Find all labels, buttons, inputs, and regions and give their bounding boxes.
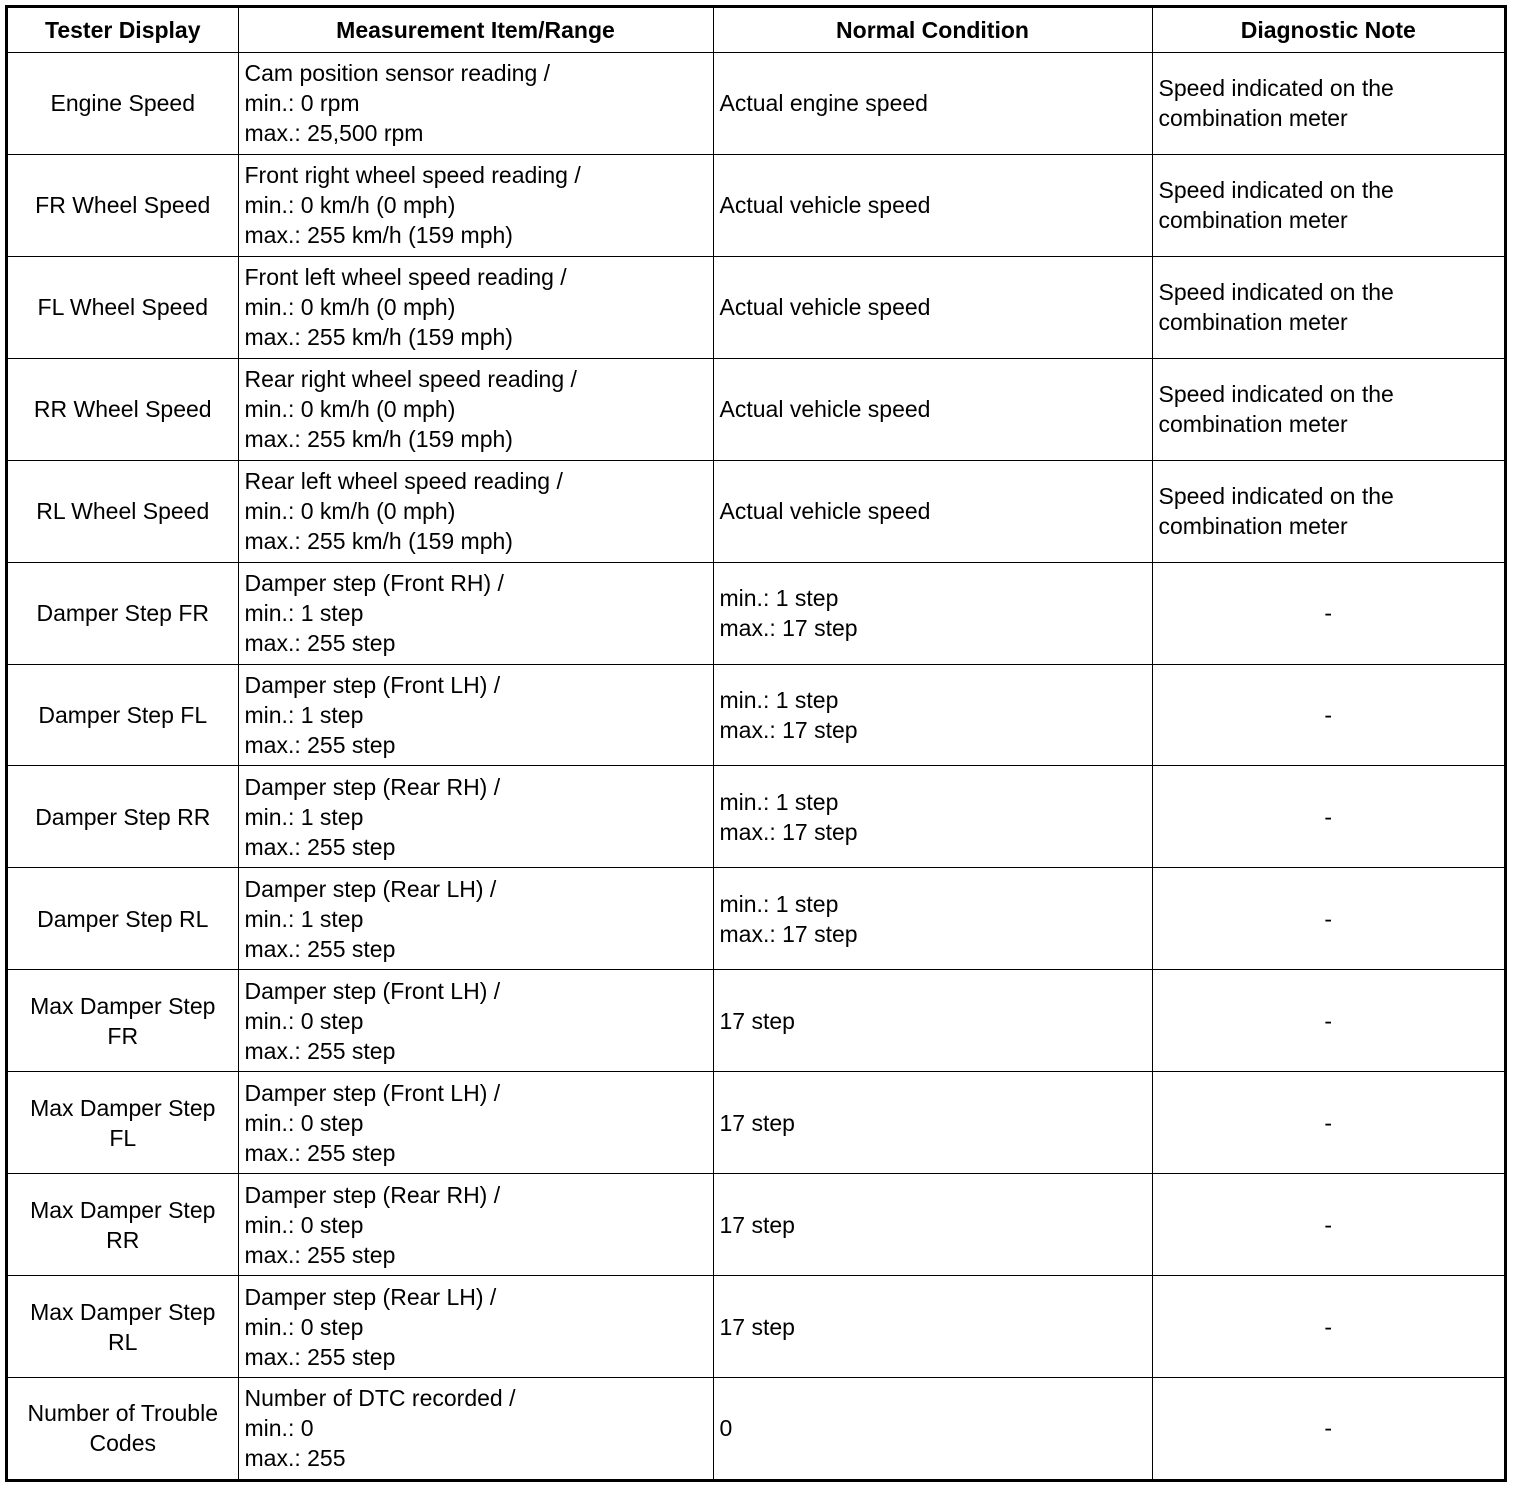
table-row — [8, 970, 1504, 1072]
measurement-range-cell: Damper step (Front RH) / min.: 1 step max.: 255 step — [238, 562, 713, 664]
normal-condition-cell: 17 step — [713, 1276, 1152, 1378]
diagnostic-note-cell: - — [1152, 766, 1504, 868]
measurement-range-cell: Number of DTC recorded / min.: 0 max.: 255 — [238, 1377, 713, 1479]
header-diagnostic-note: Diagnostic Note — [1152, 8, 1504, 53]
table-row — [8, 154, 1504, 256]
normal-condition-cell: Actual engine speed — [713, 53, 1152, 155]
table-row — [8, 1276, 1504, 1378]
tester-display-cell: Damper Step FR — [8, 562, 238, 664]
normal-condition-cell: Actual vehicle speed — [713, 358, 1152, 460]
diagnostic-note-cell: - — [1152, 970, 1504, 1072]
measurement-range-cell: Damper step (Rear LH) / min.: 0 step max.: 255 step — [238, 1276, 713, 1378]
diagnostic-note-cell: Speed indicated on the combination meter — [1152, 358, 1504, 460]
diagnostic-note-cell: - — [1152, 1276, 1504, 1378]
table-row — [8, 562, 1504, 664]
measurement-range-cell: Damper step (Rear RH) / min.: 1 step max.: 255 step — [238, 766, 713, 868]
header-measurement-item-range: Measurement Item/Range — [238, 8, 713, 53]
tester-display-cell: Damper Step RR — [8, 766, 238, 868]
diagnostic-note-cell: - — [1152, 664, 1504, 766]
table-row — [8, 766, 1504, 868]
table-body — [8, 53, 1504, 1480]
normal-condition-cell: 17 step — [713, 1174, 1152, 1276]
table-row — [8, 460, 1504, 562]
table-row — [8, 1377, 1504, 1479]
tester-display-cell: FR Wheel Speed — [8, 154, 238, 256]
tester-display-cell: FL Wheel Speed — [8, 256, 238, 358]
normal-condition-cell: Actual vehicle speed — [713, 256, 1152, 358]
normal-condition-cell: 17 step — [713, 1072, 1152, 1174]
measurement-range-cell: Rear left wheel speed reading / min.: 0 km/h (0 mph) max.: 255 km/h (159 mph) — [238, 460, 713, 562]
table-row — [8, 53, 1504, 155]
measurement-range-cell: Damper step (Front LH) / min.: 0 step max.: 255 step — [238, 970, 713, 1072]
diagnostic-note-cell: - — [1152, 1072, 1504, 1174]
measurement-range-cell: Rear right wheel speed reading / min.: 0 km/h (0 mph) max.: 255 km/h (159 mph) — [238, 358, 713, 460]
diagnostic-note-cell: Speed indicated on the combination meter — [1152, 53, 1504, 155]
table-row — [8, 358, 1504, 460]
header-normal-condition: Normal Condition — [713, 8, 1152, 53]
tester-display-cell: Damper Step FL — [8, 664, 238, 766]
table-row — [8, 1072, 1504, 1174]
header-tester-display: Tester Display — [8, 8, 238, 53]
tester-display-cell: Number of Trouble Codes — [8, 1377, 238, 1479]
tester-display-cell: Max Damper Step RL — [8, 1276, 238, 1378]
measurement-range-cell: Damper step (Front LH) / min.: 1 step max.: 255 step — [238, 664, 713, 766]
measurement-range-cell: Damper step (Rear LH) / min.: 1 step max.: 255 step — [238, 868, 713, 970]
tester-display-cell: RL Wheel Speed — [8, 460, 238, 562]
diagnostic-note-cell: - — [1152, 1174, 1504, 1276]
diagnostic-note-cell: - — [1152, 1377, 1504, 1479]
measurement-range-cell: Damper step (Rear RH) / min.: 0 step max.: 255 step — [238, 1174, 713, 1276]
normal-condition-cell: min.: 1 step max.: 17 step — [713, 664, 1152, 766]
data-list-table — [8, 8, 1504, 1479]
measurement-range-cell: Cam position sensor reading / min.: 0 rpm max.: 25,500 rpm — [238, 53, 713, 155]
normal-condition-cell: min.: 1 step max.: 17 step — [713, 766, 1152, 868]
normal-condition-cell: Actual vehicle speed — [713, 154, 1152, 256]
tester-display-cell: Max Damper Step FL — [8, 1072, 238, 1174]
table-row — [8, 868, 1504, 970]
normal-condition-cell: 0 — [713, 1377, 1152, 1479]
measurement-range-cell: Damper step (Front LH) / min.: 0 step max.: 255 step — [238, 1072, 713, 1174]
table-row — [8, 664, 1504, 766]
diagnostic-note-cell: Speed indicated on the combination meter — [1152, 154, 1504, 256]
tester-display-cell: Damper Step RL — [8, 868, 238, 970]
measurement-range-cell: Front right wheel speed reading / min.: 0 km/h (0 mph) max.: 255 km/h (159 mph) — [238, 154, 713, 256]
table-row — [8, 256, 1504, 358]
tester-display-cell: Max Damper Step RR — [8, 1174, 238, 1276]
diagnostic-note-cell: Speed indicated on the combination meter — [1152, 460, 1504, 562]
table-row — [8, 1174, 1504, 1276]
tester-display-cell: RR Wheel Speed — [8, 358, 238, 460]
diagnostic-note-cell: Speed indicated on the combination meter — [1152, 256, 1504, 358]
normal-condition-cell: min.: 1 step max.: 17 step — [713, 868, 1152, 970]
data-list-table-frame — [5, 5, 1507, 1482]
diagnostic-note-cell: - — [1152, 562, 1504, 664]
normal-condition-cell: Actual vehicle speed — [713, 460, 1152, 562]
tester-display-cell: Engine Speed — [8, 53, 238, 155]
normal-condition-cell: 17 step — [713, 970, 1152, 1072]
tester-display-cell: Max Damper Step FR — [8, 970, 238, 1072]
measurement-range-cell: Front left wheel speed reading / min.: 0 km/h (0 mph) max.: 255 km/h (159 mph) — [238, 256, 713, 358]
normal-condition-cell: min.: 1 step max.: 17 step — [713, 562, 1152, 664]
header-row — [8, 8, 1504, 53]
diagnostic-note-cell: - — [1152, 868, 1504, 970]
